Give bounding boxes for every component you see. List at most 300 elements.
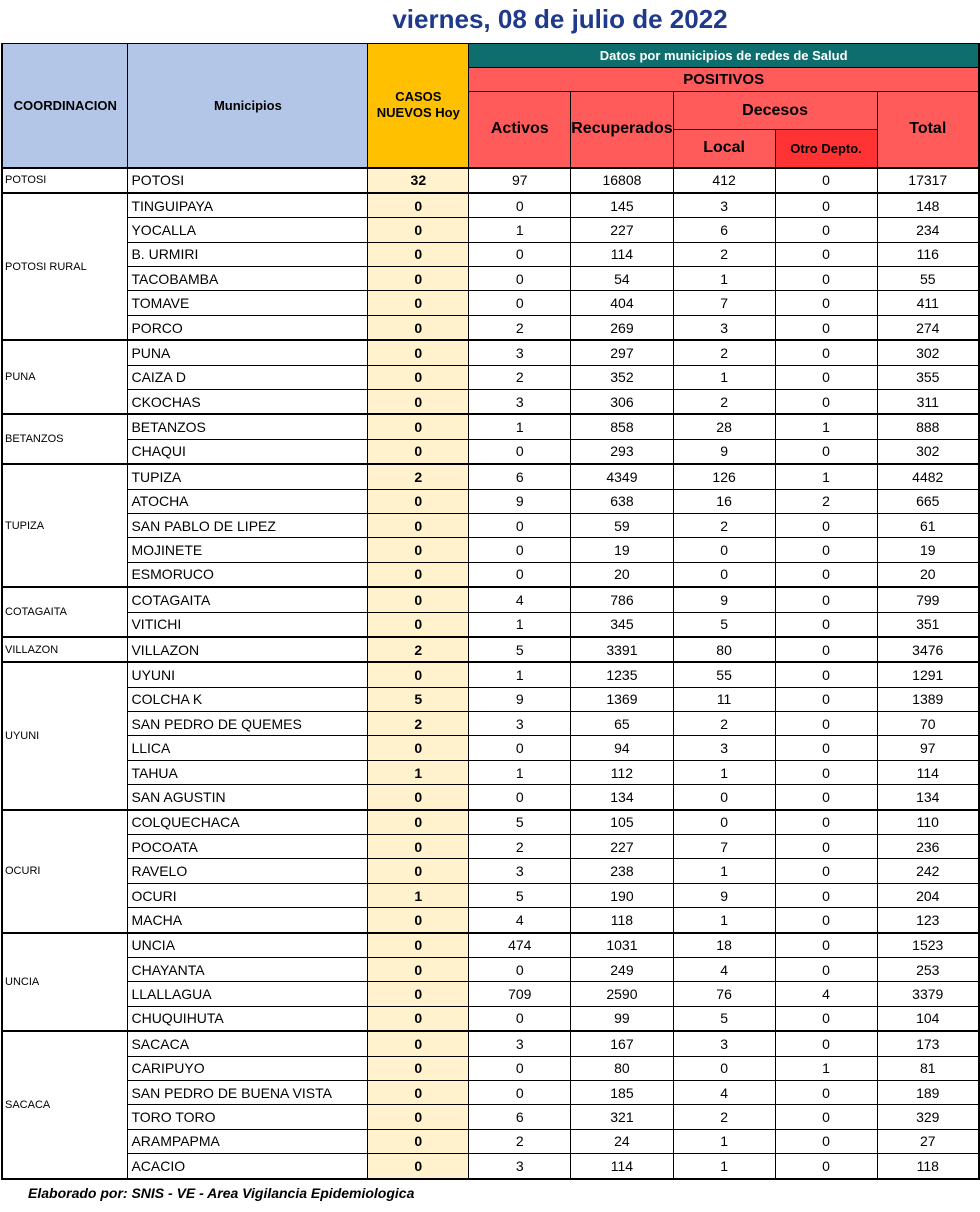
- table-row: [2, 1129, 979, 1153]
- total-cell: 110: [877, 810, 979, 835]
- decesos-local-cell: 55: [673, 662, 775, 687]
- total-cell: 4482: [877, 464, 979, 489]
- casos-nuevos-cell: 0: [368, 340, 469, 365]
- decesos-local-cell: 2: [673, 390, 775, 415]
- decesos-local-cell: 1: [673, 365, 775, 389]
- recuperados-cell: 114: [571, 1154, 673, 1179]
- municipio-cell: VILLAZON: [128, 637, 368, 662]
- decesos-otro-depto-cell: 0: [775, 687, 877, 711]
- decesos-local-cell: 2: [673, 1105, 775, 1129]
- municipio-cell: SAN PABLO DE LIPEZ: [128, 513, 368, 537]
- activos-cell: 3: [469, 390, 571, 415]
- total-cell: 236: [877, 835, 979, 859]
- decesos-otro-depto-cell: 0: [775, 712, 877, 736]
- activos-cell: 2: [469, 315, 571, 340]
- recuperados-cell: 2590: [571, 982, 673, 1006]
- coordinacion-cell: POTOSI RURAL: [2, 193, 128, 340]
- casos-nuevos-cell: 0: [368, 835, 469, 859]
- decesos-local-cell: 28: [673, 414, 775, 439]
- municipio-cell: CHUQUIHUTA: [128, 1006, 368, 1031]
- decesos-local-cell: 412: [673, 168, 775, 193]
- decesos-otro-depto-cell: 0: [775, 637, 877, 662]
- municipio-cell: MACHA: [128, 908, 368, 933]
- table-row: [2, 1080, 979, 1104]
- activos-cell: 0: [469, 736, 571, 760]
- casos-nuevos-cell: 0: [368, 414, 469, 439]
- municipio-cell: OCURI: [128, 883, 368, 907]
- header-total: Total: [877, 92, 979, 168]
- table-row: [2, 859, 979, 883]
- total-cell: 242: [877, 859, 979, 883]
- recuperados-cell: 118: [571, 908, 673, 933]
- decesos-otro-depto-cell: 0: [775, 365, 877, 389]
- decesos-otro-depto-cell: 0: [775, 1031, 877, 1056]
- recuperados-cell: 3391: [571, 637, 673, 662]
- recuperados-cell: 16808: [571, 168, 673, 193]
- municipio-cell: MOJINETE: [128, 538, 368, 562]
- municipio-cell: TUPIZA: [128, 464, 368, 489]
- activos-cell: 3: [469, 712, 571, 736]
- municipio-cell: PUNA: [128, 340, 368, 365]
- table-row: [2, 242, 979, 266]
- municipio-cell: RAVELO: [128, 859, 368, 883]
- total-cell: 1523: [877, 933, 979, 958]
- municipio-cell: TACOBAMBA: [128, 267, 368, 291]
- activos-cell: 1: [469, 218, 571, 242]
- decesos-local-cell: 2: [673, 513, 775, 537]
- decesos-otro-depto-cell: 0: [775, 291, 877, 315]
- coordinacion-cell: OCURI: [2, 810, 128, 933]
- total-cell: 665: [877, 489, 979, 513]
- municipio-cell: COLCHA K: [128, 687, 368, 711]
- total-cell: 70: [877, 712, 979, 736]
- total-cell: 114: [877, 760, 979, 784]
- total-cell: 27: [877, 1129, 979, 1153]
- total-cell: 97: [877, 736, 979, 760]
- recuperados-cell: 1369: [571, 687, 673, 711]
- casos-nuevos-cell: 0: [368, 612, 469, 637]
- decesos-local-cell: 9: [673, 587, 775, 612]
- activos-cell: 5: [469, 637, 571, 662]
- municipio-cell: PORCO: [128, 315, 368, 340]
- decesos-local-cell: 9: [673, 883, 775, 907]
- total-cell: 302: [877, 439, 979, 464]
- activos-cell: 0: [469, 513, 571, 537]
- decesos-local-cell: 1: [673, 1129, 775, 1153]
- municipio-cell: CAIZA D: [128, 365, 368, 389]
- decesos-otro-depto-cell: 0: [775, 390, 877, 415]
- recuperados-cell: 404: [571, 291, 673, 315]
- total-cell: 61: [877, 513, 979, 537]
- decesos-local-cell: 5: [673, 1006, 775, 1031]
- casos-nuevos-cell: 0: [368, 1154, 469, 1179]
- table-row: [2, 489, 979, 513]
- recuperados-cell: 54: [571, 267, 673, 291]
- total-cell: 1291: [877, 662, 979, 687]
- municipio-cell: LLICA: [128, 736, 368, 760]
- table-row: [2, 637, 979, 662]
- casos-nuevos-cell: 0: [368, 1105, 469, 1129]
- total-cell: 274: [877, 315, 979, 340]
- decesos-otro-depto-cell: 0: [775, 958, 877, 982]
- decesos-otro-depto-cell: 0: [775, 267, 877, 291]
- activos-cell: 2: [469, 1129, 571, 1153]
- municipio-cell: COLQUECHACA: [128, 810, 368, 835]
- header-otro-depto: Otro Depto.: [775, 130, 877, 168]
- decesos-otro-depto-cell: 0: [775, 1154, 877, 1179]
- decesos-otro-depto-cell: 0: [775, 933, 877, 958]
- casos-nuevos-cell: 0: [368, 1056, 469, 1080]
- recuperados-cell: 1031: [571, 933, 673, 958]
- header-municipios: Municipios: [128, 44, 368, 168]
- recuperados-cell: 4349: [571, 464, 673, 489]
- casos-nuevos-cell: 2: [368, 464, 469, 489]
- decesos-local-cell: 80: [673, 637, 775, 662]
- decesos-local-cell: 1: [673, 859, 775, 883]
- decesos-local-cell: 1: [673, 908, 775, 933]
- decesos-otro-depto-cell: 0: [775, 587, 877, 612]
- table-row: [2, 538, 979, 562]
- total-cell: 148: [877, 193, 979, 218]
- report-date-title: viernes, 08 de julio de 2022: [392, 4, 728, 34]
- activos-cell: 4: [469, 908, 571, 933]
- casos-nuevos-cell: 0: [368, 1080, 469, 1104]
- casos-nuevos-cell: 0: [368, 538, 469, 562]
- table-row: [2, 315, 979, 340]
- activos-cell: 0: [469, 193, 571, 218]
- municipio-cell: VITICHI: [128, 612, 368, 637]
- casos-nuevos-cell: 0: [368, 267, 469, 291]
- municipio-cell: CHAYANTA: [128, 958, 368, 982]
- table-row: [2, 193, 979, 218]
- decesos-otro-depto-cell: 0: [775, 340, 877, 365]
- municipio-cell: B. URMIRI: [128, 242, 368, 266]
- casos-nuevos-cell: 0: [368, 562, 469, 587]
- total-cell: 104: [877, 1006, 979, 1031]
- total-cell: 3379: [877, 982, 979, 1006]
- header-coordinacion: COORDINACION: [2, 44, 128, 168]
- decesos-otro-depto-cell: 0: [775, 810, 877, 835]
- table-row: [2, 908, 979, 933]
- decesos-local-cell: 0: [673, 785, 775, 810]
- recuperados-cell: 638: [571, 489, 673, 513]
- table-row: [2, 439, 979, 464]
- recuperados-cell: 1235: [571, 662, 673, 687]
- casos-nuevos-cell: 5: [368, 687, 469, 711]
- total-cell: 81: [877, 1056, 979, 1080]
- footer-credit: Elaborado por: SNIS - VE - Area Vigilancia Epidemiologica: [28, 1185, 415, 1201]
- table-row: [2, 933, 979, 958]
- recuperados-cell: 112: [571, 760, 673, 784]
- municipio-cell: ACACIO: [128, 1154, 368, 1179]
- municipio-cell: ARAMPAPMA: [128, 1129, 368, 1153]
- recuperados-cell: 786: [571, 587, 673, 612]
- coordinacion-cell: POTOSI: [2, 168, 128, 193]
- activos-cell: 0: [469, 267, 571, 291]
- decesos-otro-depto-cell: 0: [775, 662, 877, 687]
- casos-nuevos-cell: 0: [368, 1129, 469, 1153]
- casos-nuevos-cell: 0: [368, 810, 469, 835]
- decesos-otro-depto-cell: 0: [775, 859, 877, 883]
- activos-cell: 0: [469, 785, 571, 810]
- coordinacion-cell: TUPIZA: [2, 464, 128, 587]
- casos-nuevos-cell: 0: [368, 291, 469, 315]
- recuperados-cell: 167: [571, 1031, 673, 1056]
- total-cell: 3476: [877, 637, 979, 662]
- header-positivos: POSITIVOS: [469, 68, 979, 92]
- activos-cell: 1: [469, 760, 571, 784]
- coordinacion-cell: UYUNI: [2, 662, 128, 809]
- decesos-local-cell: 5: [673, 612, 775, 637]
- casos-nuevos-cell: 0: [368, 1006, 469, 1031]
- decesos-local-cell: 3: [673, 193, 775, 218]
- casos-nuevos-cell: 0: [368, 736, 469, 760]
- decesos-local-cell: 6: [673, 218, 775, 242]
- activos-cell: 5: [469, 810, 571, 835]
- recuperados-cell: 20: [571, 562, 673, 587]
- decesos-local-cell: 0: [673, 562, 775, 587]
- decesos-local-cell: 4: [673, 1080, 775, 1104]
- activos-cell: 0: [469, 562, 571, 587]
- recuperados-cell: 269: [571, 315, 673, 340]
- decesos-otro-depto-cell: 0: [775, 218, 877, 242]
- decesos-otro-depto-cell: 0: [775, 883, 877, 907]
- activos-cell: 3: [469, 1154, 571, 1179]
- casos-nuevos-cell: 32: [368, 168, 469, 193]
- activos-cell: 0: [469, 291, 571, 315]
- recuperados-cell: 105: [571, 810, 673, 835]
- decesos-otro-depto-cell: 0: [775, 193, 877, 218]
- table-row: [2, 736, 979, 760]
- recuperados-cell: 19: [571, 538, 673, 562]
- decesos-local-cell: 2: [673, 712, 775, 736]
- header-decesos: Decesos: [673, 92, 877, 130]
- municipio-cell: ESMORUCO: [128, 562, 368, 587]
- decesos-local-cell: 1: [673, 1154, 775, 1179]
- casos-nuevos-cell: 0: [368, 982, 469, 1006]
- decesos-otro-depto-cell: 0: [775, 785, 877, 810]
- table-row: [2, 835, 979, 859]
- activos-cell: 1: [469, 662, 571, 687]
- table-row: [2, 587, 979, 612]
- header-casos-nuevos: CASOS NUEVOS Hoy: [368, 44, 469, 168]
- table-row: [2, 390, 979, 415]
- municipio-cell: TOMAVE: [128, 291, 368, 315]
- activos-cell: 0: [469, 958, 571, 982]
- recuperados-cell: 99: [571, 1006, 673, 1031]
- table-row: [2, 785, 979, 810]
- decesos-local-cell: 76: [673, 982, 775, 1006]
- recuperados-cell: 24: [571, 1129, 673, 1153]
- casos-nuevos-cell: 0: [368, 933, 469, 958]
- activos-cell: 5: [469, 883, 571, 907]
- table-row: [2, 810, 979, 835]
- casos-nuevos-cell: 1: [368, 883, 469, 907]
- municipio-cell: ATOCHA: [128, 489, 368, 513]
- total-cell: 173: [877, 1031, 979, 1056]
- activos-cell: 4: [469, 587, 571, 612]
- total-cell: 799: [877, 587, 979, 612]
- decesos-local-cell: 3: [673, 736, 775, 760]
- casos-nuevos-cell: 0: [368, 1031, 469, 1056]
- table-row: [2, 662, 979, 687]
- decesos-otro-depto-cell: 1: [775, 1056, 877, 1080]
- casos-nuevos-cell: 2: [368, 637, 469, 662]
- total-cell: 204: [877, 883, 979, 907]
- total-cell: 411: [877, 291, 979, 315]
- activos-cell: 6: [469, 1105, 571, 1129]
- activos-cell: 709: [469, 982, 571, 1006]
- total-cell: 234: [877, 218, 979, 242]
- decesos-otro-depto-cell: 0: [775, 315, 877, 340]
- casos-nuevos-cell: 0: [368, 390, 469, 415]
- municipio-cell: TINGUIPAYA: [128, 193, 368, 218]
- activos-cell: 1: [469, 612, 571, 637]
- decesos-local-cell: 0: [673, 1056, 775, 1080]
- decesos-otro-depto-cell: 0: [775, 439, 877, 464]
- decesos-otro-depto-cell: 0: [775, 562, 877, 587]
- decesos-local-cell: 2: [673, 242, 775, 266]
- recuperados-cell: 114: [571, 242, 673, 266]
- municipio-cell: COTAGAITA: [128, 587, 368, 612]
- decesos-otro-depto-cell: 1: [775, 414, 877, 439]
- casos-nuevos-cell: 1: [368, 760, 469, 784]
- decesos-otro-depto-cell: 0: [775, 168, 877, 193]
- table-row: [2, 291, 979, 315]
- municipio-cell: BETANZOS: [128, 414, 368, 439]
- total-cell: 329: [877, 1105, 979, 1129]
- recuperados-cell: 145: [571, 193, 673, 218]
- activos-cell: 474: [469, 933, 571, 958]
- casos-nuevos-cell: 0: [368, 662, 469, 687]
- casos-nuevos-cell: 0: [368, 439, 469, 464]
- table-row: [2, 687, 979, 711]
- decesos-local-cell: 2: [673, 340, 775, 365]
- recuperados-cell: 297: [571, 340, 673, 365]
- table-row: [2, 562, 979, 587]
- activos-cell: 6: [469, 464, 571, 489]
- header-activos: Activos: [469, 92, 571, 168]
- total-cell: 116: [877, 242, 979, 266]
- municipio-cell: SAN AGUSTIN: [128, 785, 368, 810]
- decesos-otro-depto-cell: 0: [775, 908, 877, 933]
- total-cell: 302: [877, 340, 979, 365]
- table-row: [2, 267, 979, 291]
- activos-cell: 9: [469, 687, 571, 711]
- recuperados-cell: 190: [571, 883, 673, 907]
- municipio-cell: CKOCHAS: [128, 390, 368, 415]
- total-cell: 355: [877, 365, 979, 389]
- header-datos-municipios: Datos por municipios de redes de Salud: [469, 44, 979, 68]
- table-row: [2, 760, 979, 784]
- table-row: [2, 464, 979, 489]
- decesos-otro-depto-cell: 4: [775, 982, 877, 1006]
- municipio-cell: UYUNI: [128, 662, 368, 687]
- table-row: [2, 1056, 979, 1080]
- decesos-local-cell: 18: [673, 933, 775, 958]
- table-row: [2, 1031, 979, 1056]
- municipio-cell: UNCIA: [128, 933, 368, 958]
- table-row: [2, 958, 979, 982]
- table-row: [2, 712, 979, 736]
- activos-cell: 1: [469, 414, 571, 439]
- decesos-local-cell: 1: [673, 760, 775, 784]
- table-row: [2, 218, 979, 242]
- total-cell: 134: [877, 785, 979, 810]
- recuperados-cell: 352: [571, 365, 673, 389]
- recuperados-cell: 321: [571, 1105, 673, 1129]
- activos-cell: 0: [469, 1080, 571, 1104]
- municipio-cell: TORO TORO: [128, 1105, 368, 1129]
- decesos-otro-depto-cell: 0: [775, 760, 877, 784]
- table-row: [2, 1105, 979, 1129]
- decesos-local-cell: 9: [673, 439, 775, 464]
- activos-cell: 0: [469, 242, 571, 266]
- total-cell: 1389: [877, 687, 979, 711]
- casos-nuevos-cell: 0: [368, 958, 469, 982]
- decesos-otro-depto-cell: 0: [775, 538, 877, 562]
- decesos-local-cell: 7: [673, 291, 775, 315]
- decesos-local-cell: 16: [673, 489, 775, 513]
- decesos-local-cell: 3: [673, 315, 775, 340]
- table-row: [2, 513, 979, 537]
- coordinacion-cell: UNCIA: [2, 933, 128, 1032]
- activos-cell: 3: [469, 859, 571, 883]
- table-row: [2, 414, 979, 439]
- total-cell: 55: [877, 267, 979, 291]
- covid-cases-table: [1, 43, 980, 1180]
- municipio-cell: POCOATA: [128, 835, 368, 859]
- casos-nuevos-cell: 0: [368, 513, 469, 537]
- casos-nuevos-cell: 0: [368, 315, 469, 340]
- casos-nuevos-cell: 0: [368, 859, 469, 883]
- table-header: [2, 44, 979, 168]
- casos-nuevos-cell: 0: [368, 908, 469, 933]
- recuperados-cell: 134: [571, 785, 673, 810]
- activos-cell: 2: [469, 365, 571, 389]
- recuperados-cell: 238: [571, 859, 673, 883]
- coordinacion-cell: BETANZOS: [2, 414, 128, 464]
- total-cell: 19: [877, 538, 979, 562]
- decesos-local-cell: 0: [673, 538, 775, 562]
- recuperados-cell: 227: [571, 218, 673, 242]
- activos-cell: 2: [469, 835, 571, 859]
- activos-cell: 97: [469, 168, 571, 193]
- activos-cell: 3: [469, 1031, 571, 1056]
- casos-nuevos-cell: 2: [368, 712, 469, 736]
- table-body: [2, 168, 979, 1179]
- coordinacion-cell: COTAGAITA: [2, 587, 128, 637]
- decesos-local-cell: 3: [673, 1031, 775, 1056]
- casos-nuevos-cell: 0: [368, 365, 469, 389]
- municipio-cell: CHAQUI: [128, 439, 368, 464]
- casos-nuevos-cell: 0: [368, 193, 469, 218]
- table-row: [2, 612, 979, 637]
- table-row: [2, 883, 979, 907]
- table-row: [2, 340, 979, 365]
- coordinacion-cell: PUNA: [2, 340, 128, 414]
- decesos-otro-depto-cell: 0: [775, 1129, 877, 1153]
- municipio-cell: SAN PEDRO DE BUENA VISTA: [128, 1080, 368, 1104]
- municipio-cell: CARIPUYO: [128, 1056, 368, 1080]
- table-row: [2, 982, 979, 1006]
- decesos-otro-depto-cell: 0: [775, 1006, 877, 1031]
- activos-cell: 0: [469, 1056, 571, 1080]
- activos-cell: 0: [469, 439, 571, 464]
- coordinacion-cell: SACACA: [2, 1031, 128, 1178]
- coordinacion-cell: VILLAZON: [2, 637, 128, 662]
- decesos-otro-depto-cell: 0: [775, 612, 877, 637]
